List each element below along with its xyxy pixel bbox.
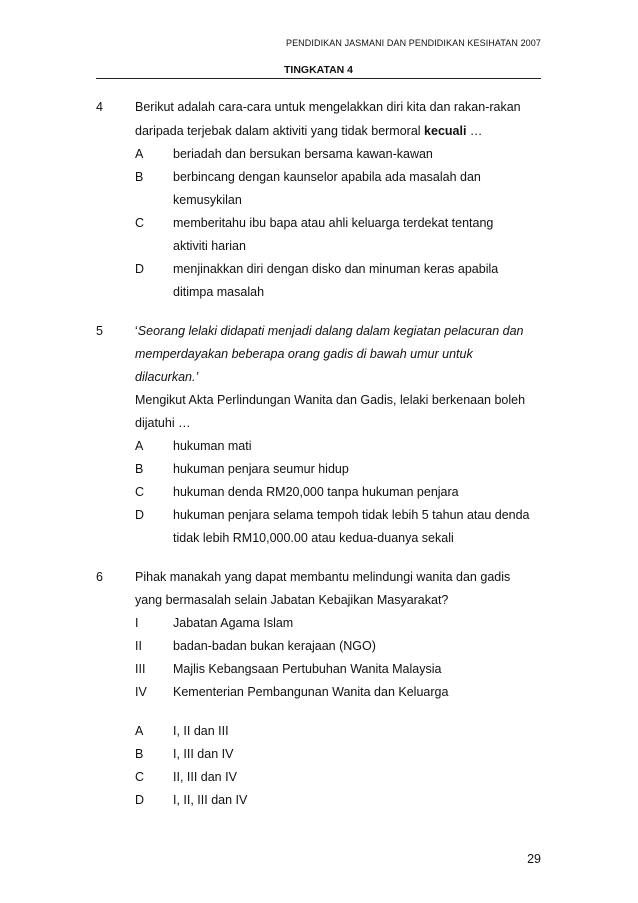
q4-option-text: beriadah dan bersukan bersama kawan-kawan — [173, 147, 433, 161]
question-5-quote-line1 — [135, 324, 523, 338]
question-5-open-quote: ‘ — [135, 324, 138, 338]
q6-option-letter: D — [135, 793, 145, 807]
q6-option-letter: B — [135, 747, 144, 761]
q4-option-text-cont: kemusykilan — [173, 193, 242, 207]
q4-option-letter: B — [135, 170, 144, 184]
q5-option-letter: C — [135, 485, 145, 499]
q4-option-text-cont: ditimpa masalah — [173, 285, 265, 299]
q4-option-letter: A — [135, 147, 144, 161]
question-4-number: 4 — [96, 100, 103, 114]
question-5-quote-text: Seorang lelaki didapati menjadi dalang dalam kegiatan pelacuran dan — [137, 324, 524, 338]
q5-option-letter: B — [135, 462, 144, 476]
header-subject: PENDIDIKAN JASMANI DAN PENDIDIKAN KESIHATAN 2007 — [285, 38, 541, 48]
question-4-stem-line2 — [135, 124, 482, 138]
q5-option-letter: A — [135, 439, 144, 453]
question-5-stem-line1: Mengikut Akta Perlindungan Wanita dan Gadis, lelaki berkenaan boleh — [135, 393, 526, 407]
page-number: 29 — [527, 852, 541, 866]
q5-option-text: hukuman denda RM20,000 tanpa hukuman penjara — [173, 485, 459, 499]
q5-option-text-cont: tidak lebih RM10,000.00 atau kedua-duanya sekali — [173, 531, 454, 545]
q5-option-text: hukuman mati — [173, 439, 252, 453]
q6-item-numeral: III — [135, 662, 146, 676]
header-level: TINGKATAN 4 — [283, 64, 354, 76]
question-5-number: 5 — [96, 324, 103, 338]
q6-item-numeral: I — [135, 616, 139, 630]
question-6-stem-line2: yang bermasalah selain Jabatan Kebajikan Masyarakat? — [135, 593, 449, 607]
q6-item-numeral: II — [135, 639, 142, 653]
question-5-quote-line2: memperdayakan beberapa orang gadis di bawah umur untuk — [135, 347, 473, 361]
q5-option-text: hukuman penjara selama tempoh tidak lebih 5 tahun atau denda — [173, 508, 530, 522]
question-4-stem-line1: Berikut adalah cara-cara untuk mengelakkan diri kita dan rakan-rakan — [135, 100, 521, 114]
q6-option-text: I, II, III dan IV — [173, 793, 248, 807]
q4-option-text: berbincang dengan kaunselor apabila ada masalah dan — [173, 170, 481, 184]
q4-option-text-cont: aktiviti harian — [173, 239, 246, 253]
q4-option-text: memberitahu ibu bapa atau ahli keluarga terdekat tentang — [173, 216, 494, 230]
header-rule — [96, 78, 541, 79]
question-5-quote-line3: dilacurkan.’ — [135, 370, 199, 384]
question-6-stem-line1: Pihak manakah yang dapat membantu melindungi wanita dan gadis — [135, 570, 511, 584]
question-6-number: 6 — [96, 570, 103, 584]
question-5-stem-line2: dijatuhi … — [135, 416, 191, 430]
q6-item-text: Jabatan Agama Islam — [173, 616, 294, 630]
q6-option-text: I, III dan IV — [173, 747, 234, 761]
question-4-ellipsis: … — [466, 124, 483, 138]
q6-item-text: badan-badan bukan kerajaan (NGO) — [173, 639, 376, 653]
q5-option-letter: D — [135, 508, 145, 522]
q4-option-letter: C — [135, 216, 145, 230]
q6-item-text: Kementerian Pembangunan Wanita dan Keluarga — [173, 685, 449, 699]
q6-option-letter: A — [135, 724, 144, 738]
question-4-stem-text: daripada terjebak dalam aktiviti yang tidak bermoral — [135, 124, 425, 138]
q6-option-letter: C — [135, 770, 145, 784]
q6-option-text: I, II dan III — [173, 724, 229, 738]
q6-item-text: Majlis Kebangsaan Pertubuhan Wanita Malaysia — [173, 662, 442, 676]
q6-option-text: II, III dan IV — [173, 770, 237, 784]
q4-option-letter: D — [135, 262, 145, 276]
q4-option-text: menjinakkan diri dengan disko dan minuman keras apabila — [173, 262, 499, 276]
q5-option-text: hukuman penjara seumur hidup — [173, 462, 349, 476]
q6-item-numeral: IV — [135, 685, 147, 699]
question-4-keyword: kecuali — [424, 124, 467, 138]
